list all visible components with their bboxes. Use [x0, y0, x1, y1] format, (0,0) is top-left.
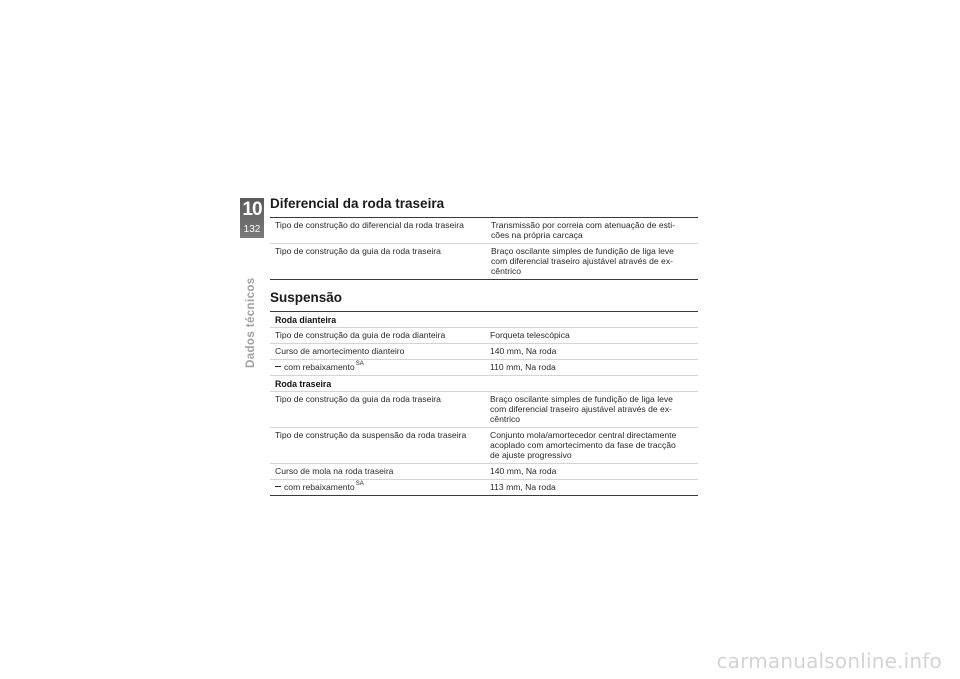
row-value: Braço oscilante simples de fundição de liga leve com diferencial traseiro ajustável através de ex- cêntrico	[485, 244, 698, 280]
row-label: Tipo de construção do diferencial da roda traseira	[275, 220, 464, 230]
table-row	[270, 360, 698, 376]
spec-content	[270, 196, 698, 496]
section-title-suspension: Suspensão	[270, 290, 343, 305]
row-label-lowering	[270, 480, 484, 496]
rear-differential-table	[270, 217, 698, 280]
dash-bullet	[275, 366, 281, 367]
row-value: Conjunto mola/amortecedor central directamente acoplado com amortecimento da fase de tracção de ajuste progressivo	[484, 428, 698, 464]
row-value: Transmissão por correia com atenuação de esti- cões na própria carcaça	[491, 220, 676, 240]
row-label: Curso de mola na roda traseira	[270, 464, 484, 480]
chapter-number: 10	[242, 199, 262, 220]
row-label-text: com rebaixamento	[284, 362, 355, 372]
subheading-front-wheel: Roda dianteira	[275, 315, 337, 325]
subheading-rear-wheel: Roda traseira	[270, 376, 698, 392]
row-value: 110 mm, Na roda	[484, 360, 698, 376]
subheading-row	[270, 376, 698, 392]
table-row	[270, 392, 698, 428]
subheading-row	[270, 312, 698, 328]
row-label: Tipo de construção da suspensão da roda traseira	[270, 428, 484, 464]
row-value: 113 mm, Na roda	[484, 480, 698, 496]
sa-superscript: SA	[355, 361, 364, 368]
table-row	[270, 328, 698, 344]
row-value: 140 mm, Na roda	[484, 464, 698, 480]
chapter-tab	[240, 198, 264, 238]
row-label: Tipo de construção da guia de roda dianteira	[270, 328, 484, 344]
sa-superscript: SA	[355, 481, 364, 488]
table-row	[270, 464, 698, 480]
section-title-rear-differential: Diferencial da roda traseira	[270, 196, 445, 211]
watermark: carmanualsonline.info	[716, 649, 942, 673]
row-label: Tipo de construção da guia da roda traseira	[270, 392, 484, 428]
table-row	[270, 428, 698, 464]
suspension-table	[270, 311, 698, 496]
dash-bullet	[275, 486, 281, 487]
row-value: Forqueta telescópica	[484, 328, 698, 344]
table-row	[270, 480, 698, 496]
row-label: Curso de amortecimento dianteiro	[270, 344, 484, 360]
row-label-lowering	[270, 360, 484, 376]
row-label: Tipo de construção da guia da roda traseira	[270, 244, 485, 280]
page-number: 132	[243, 224, 261, 235]
table-row	[270, 344, 698, 360]
row-value: Braço oscilante simples de fundição de liga leve com diferencial traseiro ajustável através de ex- cêntrico	[484, 392, 698, 428]
row-label-text: com rebaixamento	[284, 482, 355, 492]
table-row	[270, 218, 698, 244]
table-row	[270, 244, 698, 280]
row-value: 140 mm, Na roda	[484, 344, 698, 360]
chapter-side-label: Dados técnicos	[245, 277, 257, 368]
